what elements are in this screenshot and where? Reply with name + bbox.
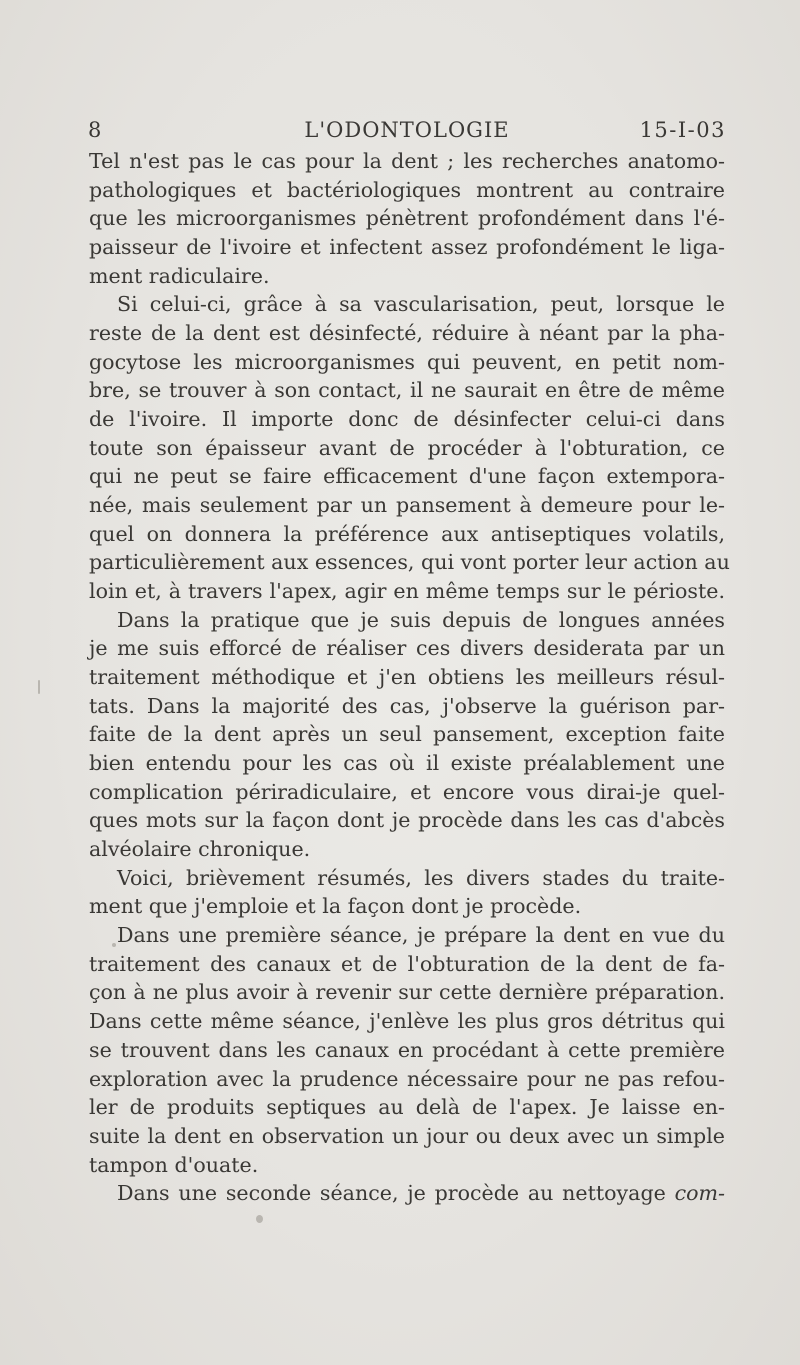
- text-line: tats. Dans la majorité des cas, j'observe la guérison par-: [89, 693, 725, 718]
- text-line: ment que j'emploie et la façon dont je procède.: [89, 894, 582, 919]
- paper-speck: [112, 943, 116, 947]
- text-line: toute son épaisseur avant de procéder à l'obturation, ce: [89, 435, 725, 460]
- text-line: pathologiques et bactériologiques montrent au contraire: [89, 177, 725, 202]
- text-line: particulièrement aux essences, qui vont porter leur action au: [89, 550, 730, 575]
- paper-speck: [38, 680, 40, 694]
- text-line: ques mots sur la façon dont je procède dans les cas d'abcès: [89, 808, 725, 833]
- text-line: ler de produits septiques au delà de l'apex. Je laisse en-: [89, 1095, 725, 1120]
- text-line: ment radiculaire.: [89, 263, 270, 288]
- text-line: se trouvent dans les canaux en procédant à cette première: [89, 1037, 725, 1062]
- text-line: Si celui-ci, grâce à sa vascularisation, peut, lorsque le: [117, 292, 725, 317]
- text-line: Dans cette même séance, j'enlève les plus gros détritus qui: [89, 1009, 725, 1034]
- text-line: reste de la dent est désinfecté, réduire à néant par la pha-: [89, 321, 725, 346]
- text-line: paisseur de l'ivoire et infectent assez profondément le liga-: [89, 235, 725, 260]
- text-line: traitement méthodique et j'en obtiens les meilleurs résul-: [89, 665, 725, 690]
- text-line: loin et, à travers l'apex, agir en même temps sur le périoste.: [89, 579, 725, 604]
- text-line: Dans une première séance, je prépare la dent en vue du: [117, 923, 725, 948]
- text-line: [89, 1179, 725, 1208]
- text-line: que les microorganismes pénètrent profondément dans l'é-: [89, 206, 725, 231]
- text-line: çon à ne plus avoir à revenir sur cette dernière préparation.: [89, 980, 725, 1005]
- text-line: alvéolaire chronique.: [89, 837, 311, 862]
- text-line: bien entendu pour les cas où il existe préalablement une: [89, 751, 725, 776]
- text-line: bre, se trouver à son contact, il ne saurait en être de même: [89, 378, 725, 403]
- text-line-italic: com-: [674, 1181, 725, 1206]
- issue-date: 15-I-03: [639, 118, 726, 142]
- text-line: traitement des canaux et de l'obturation de la dent de fa-: [89, 951, 725, 976]
- text-line: suite la dent en observation un jour ou deux avec un simple: [89, 1123, 725, 1148]
- text-line: faite de la dent après un seul pansement, exception faite: [89, 722, 725, 747]
- text-line-main: Dans une seconde séance, je procède au nettoyage: [117, 1181, 675, 1206]
- text-line: de l'ivoire. Il importe donc de désinfecter celui-ci dans: [89, 407, 725, 432]
- text-line: qui ne peut se faire efficacement d'une façon extempora-: [89, 464, 725, 489]
- text-line: gocytose les microorganismes qui peuvent, en petit nom-: [89, 349, 725, 374]
- journal-title: L'ODONTOLOGIE: [304, 118, 510, 142]
- text-line: tampon d'ouate.: [89, 1152, 259, 1177]
- text-line: quel on donnera la préférence aux antiseptiques volatils,: [89, 521, 725, 546]
- text-line: née, mais seulement par un pansement à demeure pour le-: [89, 493, 725, 518]
- text-line: Dans la pratique que je suis depuis de longues années: [117, 607, 725, 632]
- running-head: [88, 118, 726, 146]
- text-line: Tel n'est pas le cas pour la dent ; les recherches anatomo-: [89, 149, 725, 173]
- paper-speck: [256, 1215, 263, 1223]
- text-line: exploration avec la prudence nécessaire pour ne pas refou-: [89, 1066, 725, 1091]
- body-text: [89, 147, 730, 1208]
- text-line: complication périradiculaire, et encore vous dirai-je quel-: [89, 779, 725, 804]
- text-line: je me suis efforcé de réaliser ces divers desiderata par un: [89, 636, 725, 661]
- text-line: Voici, brièvement résumés, les divers stades du traite-: [117, 865, 725, 890]
- page-number: 8: [88, 118, 102, 142]
